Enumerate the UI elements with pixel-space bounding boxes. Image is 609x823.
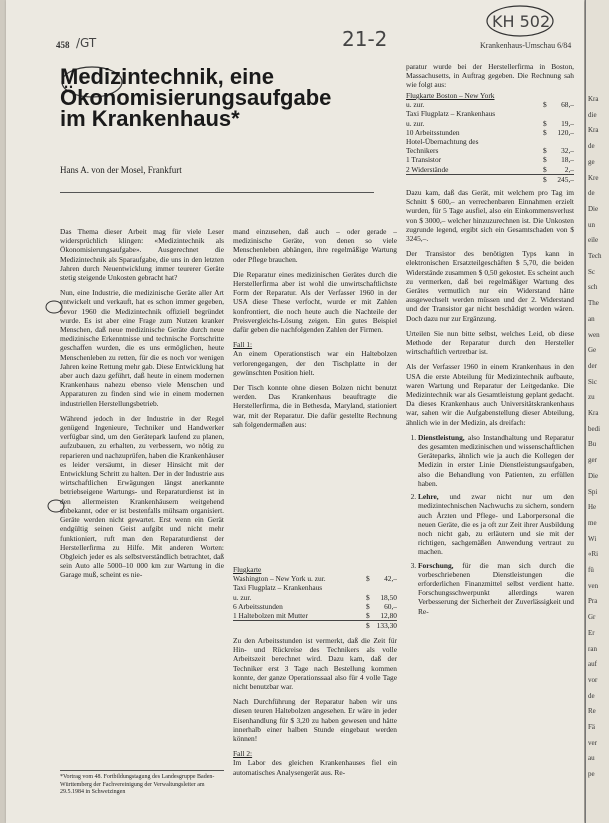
edge-text-fragment: Spi [588, 487, 598, 496]
invoice-row: 2 Widerstände $ 2,– [406, 164, 574, 174]
case-heading: Fall 1: [233, 340, 253, 350]
edge-text-fragment: au [588, 754, 595, 763]
handwritten-code: 21-2 [342, 27, 388, 51]
edge-text-fragment: auf [588, 660, 597, 669]
edge-text-fragment: ven [588, 581, 599, 590]
invoice-row: Taxi Flugplatz – Krankenhaus [406, 109, 496, 119]
edge-text-fragment: Er [588, 628, 595, 637]
edge-text-fragment: wen [588, 330, 600, 339]
edge-text-fragment: Fä [588, 723, 595, 731]
edge-text-fragment: Bu [588, 440, 597, 449]
running-title: Krankenhaus-Umschau 6/84 [480, 41, 572, 50]
edge-text-fragment: eile [588, 236, 599, 245]
handwritten-mark: /GT [76, 36, 97, 50]
paragraph: Nun, eine Industrie, die medizinische Geräte aller Art entwickelt und verkauft, hat es schon immer gegeben, bevor 1960 die Medizintechnik offiziell begründet wurde. Es ist aber eine Frage zum Nutzen kranker Menschen, daß neue medizinische Geräte durch neue medizinische Erkenntnisse und technische Fortschritte geschaffen wurden, die es uns ermöglichen, heute Menschenleben zu retten, für die es noch vor wenigen Jahren keine Rettung mehr gab. Diese Entwicklung hat aber auch dazu geführt, daß heute in einem modernen Krankenhaus nahezu ebenso viele Menschen und Apparaturen zu finden sind wie in einem modernen industriellen Herstellungsbetrieb. [60, 288, 224, 408]
footnote: *Vortrag vom 48. Fortbildungstagung des Landesgruppe Baden-Württemberg der Fachvereinigung der Verwaltungsleiter am 29.5.1984 in Schwetzingen [60, 770, 224, 797]
paragraph: Die Reparatur eines medizinischen Gerätes durch die Herstellerfirma aber ist wohl die unwirtschaftlichste Form der Reparatur. Als der Verfasser 1960 in der USA diese These verfocht, wurde er mit Zahlen konfrontiert, die noch heute auch die Nachteile der Preisvergleichs-Lösung zeigen. Ein gutes Beispiel dafür geben die nachfolgenden Zahlen der Firmen. [233, 269, 397, 335]
edge-text-fragment: fü [588, 566, 594, 574]
invoice-row: Hotel-Übernachtung des [406, 136, 479, 146]
paragraph: Dazu kam, daß das Gerät, mit welchem pro Tag im Schnitt $ 600,– an verrechenbaren Einnahmen erzielt wurden, für 5 Tage ausfiel, also ein Einkommensverlust von $ 3000,– welcher hinzuzurechnen ist. Die Unkosten zugrunde legend, ergibt sich ein Gesamtschaden von $ 3245,–. [406, 188, 574, 244]
edge-text-fragment: sch [588, 283, 598, 292]
paragraph: Das Thema dieser Arbeit mag für viele Leser widersprüchlich klingen: «Medizintechnik als Ökonomisierungsaufgabe». Ausgerechnet die Medizintechnik als Sparaufgabe, die uns in den letzten Jahren durch Neuentwicklung immer teurerer Geräte stetig steigende Unkosten gebracht hat? [60, 227, 224, 283]
edge-text-fragment: de [588, 691, 595, 700]
invoice-row: Washington – New York u. zur. $ 42,– [233, 574, 397, 584]
column-2 [233, 227, 397, 435]
edge-text-fragment: pe [588, 770, 595, 779]
magazine-page [6, 0, 584, 823]
paragraph: An einem Operationstisch war ein Haltebolzen verlorengegangen, der den Tischplatte in der gewünschten Position hielt. [233, 349, 397, 377]
edge-text-fragment: un [588, 220, 595, 229]
invoice-row: u. zur. $ 68,– [406, 100, 574, 110]
invoice-heading: Flugkarte [233, 565, 262, 574]
edge-text-fragment: bedi [588, 424, 601, 433]
column-3 [406, 188, 574, 620]
edge-text-fragment: Sic [588, 377, 597, 386]
edge-text-fragment: Kre [588, 173, 599, 182]
edge-text-fragment: Ge [588, 346, 597, 355]
edge-text-fragment: vor [588, 675, 598, 684]
edge-text-fragment: Die [588, 204, 599, 213]
paragraph: Zu den Arbeitsstunden ist vermerkt, daß die Zeit für Hin- und Rückreise des Technikers als volle Arbeitszeit berechnet wird. Dazu kam, daß der Techniker erst 3 Tage nach Bestellung kommen konnte, der ganze Operationssaal also für 4 volle Tage nicht benutzbar war. [233, 636, 397, 692]
edge-text-fragment: «Ri [588, 550, 599, 559]
invoice-row: Technikers $ 32,– [406, 146, 574, 156]
stamp-code: KH 502 [492, 12, 551, 31]
invoice-total: $ 245,– [406, 174, 574, 184]
edge-text-fragment: ger [588, 456, 597, 465]
title-rule [60, 192, 374, 193]
invoice-row: u. zur. $ 18,50 [233, 592, 397, 602]
case-heading: Fall 2: [233, 749, 253, 759]
invoice-row: Taxi Flugplatz – Krankenhaus [233, 583, 323, 593]
edge-text-fragment: der [588, 361, 597, 370]
invoice-row: 1 Transistor $ 18,– [406, 155, 574, 165]
edge-text-fragment: Sc [588, 267, 595, 276]
author-line: Hans A. von der Mosel, Frankfurt [60, 165, 182, 175]
invoice-row: 10 Arbeitsstunden $ 120,– [406, 127, 574, 137]
edge-text-fragment: ge [588, 157, 595, 166]
edge-text-fragment: Wi [588, 534, 597, 543]
edge-text-fragment: zu [588, 393, 595, 402]
column-2-lower [233, 636, 397, 783]
edge-text-fragment: Re [588, 707, 596, 716]
edge-text-fragment: an [588, 314, 595, 323]
edge-text-fragment: de [588, 189, 595, 198]
edge-text-fragment: The [588, 299, 599, 308]
paragraph: mand einzusehen, daß auch – oder gerade – medizinische Geräte, von denen so viele Menschenleben abhängen, ihre regelmäßige Wartung oder Pflege brauchen. [233, 227, 397, 264]
paragraph: Urteilen Sie nun bitte selbst, welches Leid, ob diese Methode der Reparatur durch den Hersteller wirtschaftlich vertretbar ist. [406, 328, 574, 357]
invoice-heading: Flugkarte Boston – New York [406, 91, 495, 100]
invoice-table-2 [406, 91, 574, 184]
edge-text-fragment: ran [588, 644, 597, 653]
invoice-table-1 [233, 565, 397, 630]
paragraph: Der Transistor des benötigten Typs kann in elektronischen Ersatzteilgeschäften $ 5,70, die beiden Widerstände zusammen $ 0,50 gekostet. Es scheint auch zu vermerken, daß bei regelmäßiger Wartung des Gerätes vermutlich nur ein Widerstand hätte ausgewechselt werden müssen und der 2. Widerstand und der Transistor gar nicht beschädigt worden wären. Doch dazu nur zur Ergänzung. [406, 249, 574, 323]
edge-text-fragment: de [588, 142, 595, 151]
invoice-row: 6 Arbeitsstunden $ 60,– [233, 601, 397, 611]
edge-text-fragment: Gr [588, 613, 596, 622]
edge-text-fragment: me [588, 518, 597, 527]
edge-text-fragment: He [588, 503, 597, 512]
invoice-row: 1 Haltebolzen mit Mutter $ 12,80 [233, 610, 397, 620]
paragraph: paratur wurde bei der Herstellerfirma in Boston, Massachusetts, in Auftrag gegeben. Die Rechnung sah wie folgt aus: [406, 62, 574, 90]
edge-text-fragment: Kra [588, 409, 599, 417]
column-1 [60, 227, 224, 586]
edge-text-fragment: die [588, 110, 597, 119]
list-item: 1. Dienstleistung, also Instandhaltung und Reparatur des gesamten medizinischen und wissenschaftlichen Geräteparks, ähnlich wie ja auch die Kollegen der Medizin in erster Linie Dienstleistungsaufgaben, also die Behandlung von Patienten, zu erfüllen haben. [418, 433, 574, 488]
edge-text-fragment: ver [588, 738, 597, 747]
edge-text-fragment: Die [588, 471, 599, 480]
edge-text-fragment: Tech [588, 252, 602, 260]
list-item: 3. Forschung, für die man sich durch die vorbeschriebenen Dienstleistungen die erforderlichen Finanzmittel selbst verdient hatte. Forschungsschwerpunkt allerdings waren Verbesserung der Sicherheit der Zuverlässigkeit und Re- [418, 561, 574, 616]
invoice-row: u. zur. $ 19,– [406, 118, 574, 128]
paragraph: Während jedoch in der Industrie in der Regel genügend Ingenieure, Techniker und Handwerker verfügbar sind, um den Gerätepark laufend zu planen, aufzubauen, zu erhalten, zu verbessern, wo nötig zu reparieren und nachzuprüfen, haben die Krankenhäuser es leider versäumt, in dieser Hinsicht mit der Entwicklung Schritt zu halten. Der in der Industrie aus wirtschaftlichen Erwägungen längst anerkannte betriebseigene Wartungs- und Reparaturdienst ist in den allermeisten Krankenhäusern weitgehend unbekannt, oder er ist bestenfalls mühsam organisiert. Geräte werden nicht gewartet. Erst wenn ein Gerät endgültig seinen Geist aufgibt und nicht mehr funktioniert, ruft man den Reparaturdienst der Herstellerfirma zu Hilfe. Mit anderen Worten: Obgleich jeder es als selbstverständlich betrachtet, daß sein Auto alle 5000–10 000 km zur Wartung in die Garage muß, scheint es nie- [60, 413, 224, 580]
edge-text-fragment: Kra [588, 126, 599, 135]
paragraph: Im Labor des gleichen Krankenhauses fiel ein automatisches Analysengerät aus. Re- [233, 758, 397, 777]
edge-text-fragment: Kra [588, 95, 599, 103]
adjacent-page-edge [585, 0, 609, 823]
list-item: 2. Lehre, und zwar nicht nur um den medizintechnischen Nachwuchs zu sichern, sondern auch Ärzten und Pflege- und Laborpersonal die neuen Geräte, die es ja oft zur Zeit ihrer Ausbildung noch nicht gab, zu erläutern und sie mit der richtigen, sachgemäßen Anwendung vertraut zu machen. [418, 492, 574, 556]
article-title: Medizintechnik, eine Ökonomisierungsaufgabe im Krankenhaus* [60, 64, 332, 131]
column-3-top [406, 62, 574, 91]
page-number: 458 [56, 40, 70, 50]
paragraph: Nach Durchführung der Reparatur haben wir uns diesen teuren Haltebolzen angesehen. Er wäre in jeder Eisenhandlung für $ 3,20 zu haben gewesen und hätte innerhalb einer halben Stunde eingebaut werden können! [233, 697, 397, 744]
paragraph: Der Tisch konnte ohne diesen Bolzen nicht benutzt werden. Das Krankenhaus beauftragte die Herstellerfirma, die in Bethesda, Maryland, stationiert war, mit der Reparatur. Die dafür gestellte Rechnung sah folgendermaßen aus: [233, 383, 397, 429]
invoice-total: $ 133,30 [233, 620, 397, 630]
paragraph: Als der Verfasser 1960 in einem Krankenhaus in den USA die erste Abteilung für Medizintechnik aufbaute, waren Wartung und Reparatur der Leitgedanke. Die Medizintechnik war als Gesamtleistung geplant gedacht. Da dieses Krankenhaus auch Universitätskrankenhaus war, sahen wir die Aufgabenstellung dieser Abteilung, ähnlich wie in der Medizin, als dreifach: [406, 362, 574, 427]
edge-text-fragment: Pra [588, 597, 598, 606]
task-list [406, 433, 574, 616]
